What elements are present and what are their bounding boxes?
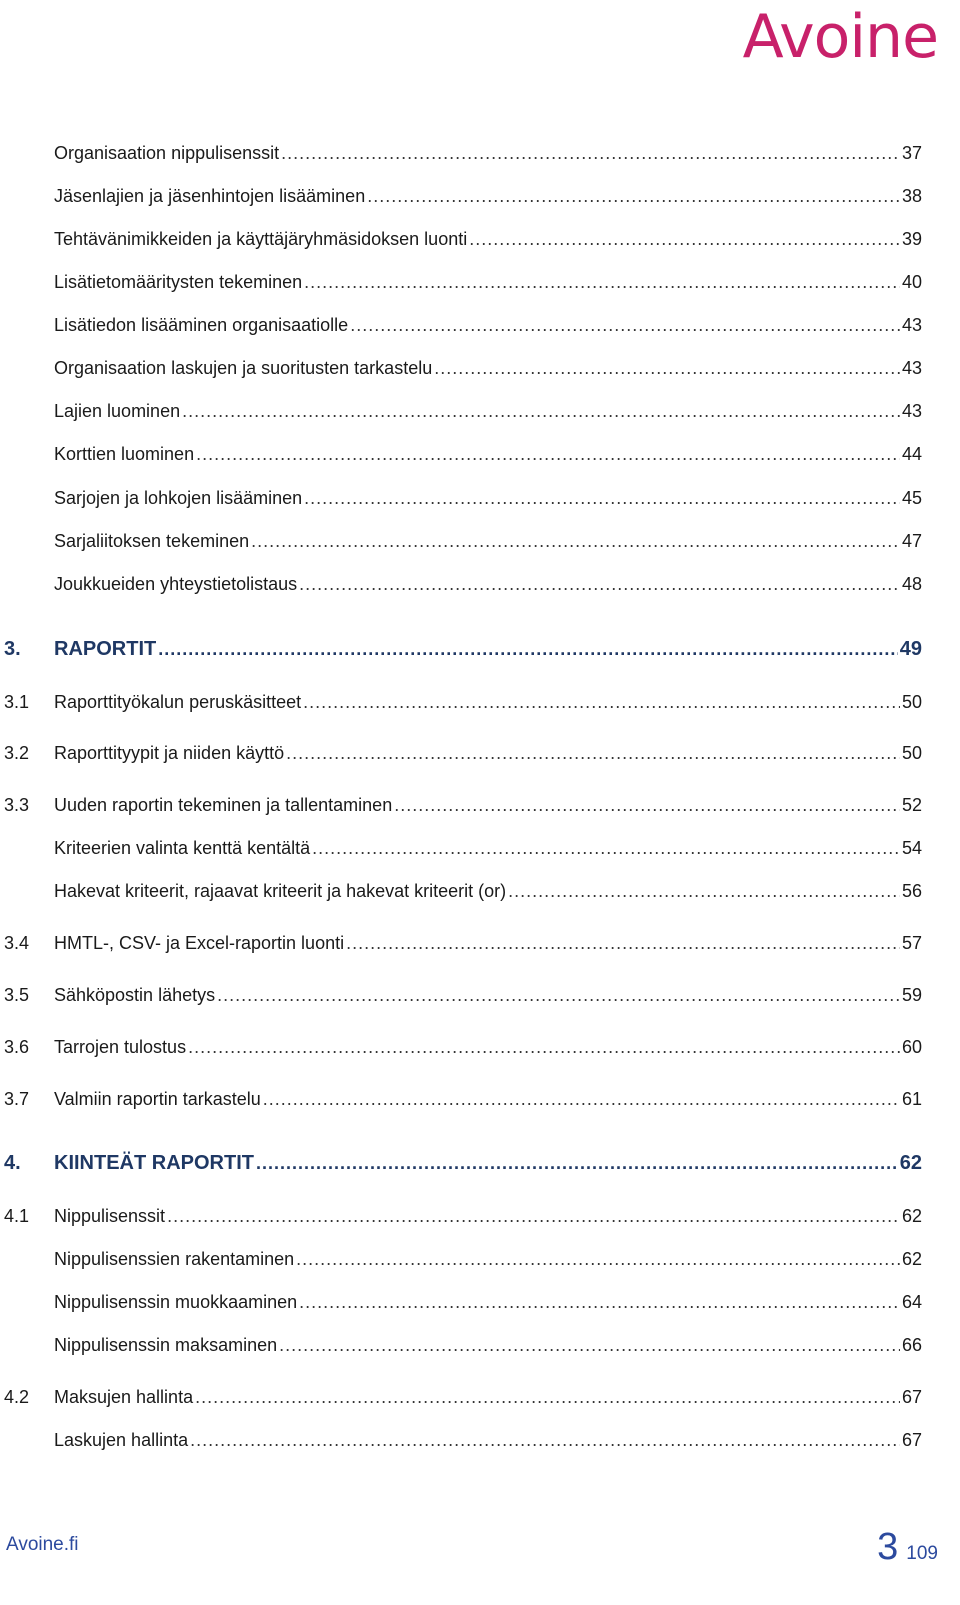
toc-label: HMTL-, CSV- ja Excel-raportin luonti bbox=[54, 933, 345, 953]
toc-leader bbox=[286, 740, 900, 766]
toc-label: Organisaation laskujen ja suoritusten tarkastelu bbox=[54, 358, 433, 378]
toc-entry[interactable] bbox=[0, 792, 946, 818]
toc-label: Maksujen hallinta bbox=[54, 1387, 194, 1407]
footer-site-link[interactable]: Avoine.fi bbox=[6, 1534, 79, 1555]
toc-label: KIINTEÄT RAPORTIT bbox=[54, 1152, 254, 1174]
toc-leader bbox=[188, 1034, 900, 1060]
toc-number: 3. bbox=[4, 638, 21, 660]
total-pages: 109 bbox=[906, 1543, 938, 1564]
toc-label: Raporttityypit ja niiden käyttö bbox=[54, 743, 285, 763]
toc-label: Joukkueiden yhteystietolistaus bbox=[54, 574, 298, 594]
toc-leader bbox=[346, 930, 900, 956]
toc-number: 3.3 bbox=[4, 795, 30, 815]
toc-leader bbox=[195, 1384, 900, 1410]
toc-entry[interactable] bbox=[0, 528, 946, 554]
toc-page: 40 bbox=[901, 272, 922, 292]
toc-page: 43 bbox=[901, 315, 922, 335]
toc-entry[interactable] bbox=[0, 312, 946, 338]
toc-number: 4. bbox=[4, 1152, 21, 1174]
toc-label: Nippulisenssit bbox=[54, 1206, 166, 1226]
toc-entry[interactable] bbox=[0, 1332, 946, 1358]
toc-number: 4.1 bbox=[4, 1206, 30, 1226]
toc-number: 3.4 bbox=[4, 933, 30, 953]
toc-leader bbox=[281, 140, 900, 166]
toc-page: 60 bbox=[901, 1037, 922, 1057]
toc-entry[interactable] bbox=[0, 140, 946, 166]
toc-label: Laskujen hallinta bbox=[54, 1430, 189, 1450]
toc-page: 56 bbox=[901, 881, 922, 901]
toc-page: 67 bbox=[901, 1430, 922, 1450]
toc-leader bbox=[303, 689, 900, 715]
toc-number: 3.5 bbox=[4, 985, 30, 1005]
avoine-logo: Avoine bbox=[742, 2, 938, 72]
toc-leader bbox=[469, 226, 900, 252]
toc-entry[interactable] bbox=[0, 1427, 946, 1453]
toc-entry[interactable] bbox=[0, 982, 946, 1008]
toc-page: 62 bbox=[899, 1152, 922, 1174]
toc-label: RAPORTIT bbox=[54, 638, 157, 660]
toc-leader bbox=[256, 1150, 898, 1176]
toc-page: 45 bbox=[901, 488, 922, 508]
toc-entry[interactable] bbox=[0, 485, 946, 511]
toc-number: 3.1 bbox=[4, 692, 30, 712]
toc-page: 64 bbox=[901, 1292, 922, 1312]
toc-entry[interactable] bbox=[0, 1086, 946, 1112]
toc-entry[interactable] bbox=[0, 269, 946, 295]
toc-leader bbox=[279, 1332, 900, 1358]
toc-label: Lisätietomääritysten tekeminen bbox=[54, 272, 303, 292]
toc-label: Valmiin raportin tarkastelu bbox=[54, 1089, 261, 1109]
toc-label: Sähköpostin lähetys bbox=[54, 985, 216, 1005]
toc-leader bbox=[299, 571, 900, 597]
toc-entry[interactable] bbox=[0, 1289, 946, 1315]
toc-page: 59 bbox=[901, 985, 922, 1005]
toc-entry[interactable] bbox=[0, 1384, 946, 1410]
toc-page: 47 bbox=[901, 531, 922, 551]
toc-label: Lajien luominen bbox=[54, 401, 181, 421]
page-number: 3 bbox=[877, 1526, 899, 1568]
toc-label: Raporttityökalun peruskäsitteet bbox=[54, 692, 302, 712]
toc-number: 3.2 bbox=[4, 743, 30, 763]
toc-label: Lisätiedon lisääminen organisaatiolle bbox=[54, 315, 349, 335]
toc-leader bbox=[182, 398, 900, 424]
toc-page: 38 bbox=[901, 186, 922, 206]
toc-chapter[interactable] bbox=[0, 1150, 946, 1176]
toc-page: 43 bbox=[901, 401, 922, 421]
toc-label: Tarrojen tulostus bbox=[54, 1037, 187, 1057]
toc-leader bbox=[251, 528, 900, 554]
toc-page: 48 bbox=[901, 574, 922, 594]
toc-number: 4.2 bbox=[4, 1387, 30, 1407]
toc-page: 44 bbox=[901, 444, 922, 464]
toc-number: 3.6 bbox=[4, 1037, 30, 1057]
toc-leader bbox=[350, 312, 900, 338]
toc-page: 52 bbox=[901, 795, 922, 815]
toc-label: Nippulisenssin maksaminen bbox=[54, 1335, 278, 1355]
toc-leader bbox=[296, 1246, 900, 1272]
toc-leader bbox=[167, 1203, 900, 1229]
toc-leader bbox=[304, 485, 900, 511]
toc-page: 62 bbox=[901, 1206, 922, 1226]
toc-leader bbox=[367, 183, 900, 209]
toc-page: 50 bbox=[901, 743, 922, 763]
toc-entry[interactable] bbox=[0, 1246, 946, 1272]
toc-number: 3.7 bbox=[4, 1089, 30, 1109]
toc-label: Korttien luominen bbox=[54, 444, 195, 464]
toc-label: Nippulisenssien rakentaminen bbox=[54, 1249, 295, 1269]
toc-label: Organisaation nippulisenssit bbox=[54, 143, 280, 163]
toc-entry[interactable] bbox=[0, 689, 946, 715]
toc-page: 39 bbox=[901, 229, 922, 249]
toc-label: Hakevat kriteerit, rajaavat kriteerit ja hakevat kriteerit (or) bbox=[54, 881, 507, 901]
toc-leader bbox=[263, 1086, 900, 1112]
toc-entry[interactable] bbox=[0, 398, 946, 424]
toc-entry[interactable] bbox=[0, 930, 946, 956]
toc-entry[interactable] bbox=[0, 441, 946, 467]
toc-entry[interactable] bbox=[0, 1034, 946, 1060]
toc-label: Uuden raportin tekeminen ja tallentaminen bbox=[54, 795, 393, 815]
toc-leader bbox=[394, 792, 900, 818]
toc-label: Tehtävänimikkeiden ja käyttäjäryhmäsidoksen luonti bbox=[54, 229, 468, 249]
toc-entry[interactable] bbox=[0, 835, 946, 861]
toc-entry[interactable] bbox=[0, 355, 946, 381]
toc-label: Sarjaliitoksen tekeminen bbox=[54, 531, 250, 551]
toc-page: 43 bbox=[901, 358, 922, 378]
toc-page: 49 bbox=[899, 638, 922, 660]
toc-page: 50 bbox=[901, 692, 922, 712]
toc-chapter[interactable] bbox=[0, 636, 946, 662]
toc-page: 61 bbox=[901, 1089, 922, 1109]
toc-leader bbox=[158, 636, 898, 662]
footer-page-indicator bbox=[877, 1526, 938, 1569]
toc-page: 37 bbox=[901, 143, 922, 163]
toc-entry[interactable] bbox=[0, 226, 946, 252]
toc-leader bbox=[434, 355, 900, 381]
toc-leader bbox=[217, 982, 900, 1008]
toc-page: 66 bbox=[901, 1335, 922, 1355]
toc-entry[interactable] bbox=[0, 878, 946, 904]
toc-page: 57 bbox=[901, 933, 922, 953]
toc-leader bbox=[312, 835, 900, 861]
toc-label: Kriteerien valinta kenttä kentältä bbox=[54, 838, 311, 858]
toc-leader bbox=[190, 1427, 900, 1453]
toc-entry[interactable] bbox=[0, 183, 946, 209]
toc-leader bbox=[299, 1289, 900, 1315]
toc-label: Nippulisenssin muokkaaminen bbox=[54, 1292, 298, 1312]
toc-leader bbox=[196, 441, 900, 467]
toc-leader bbox=[304, 269, 900, 295]
toc-entry[interactable] bbox=[0, 571, 946, 597]
toc-label: Sarjojen ja lohkojen lisääminen bbox=[54, 488, 303, 508]
toc-entry[interactable] bbox=[0, 1203, 946, 1229]
toc-page: 62 bbox=[901, 1249, 922, 1269]
toc-leader bbox=[508, 878, 900, 904]
toc-page: 54 bbox=[901, 838, 922, 858]
toc-label: Jäsenlajien ja jäsenhintojen lisääminen bbox=[54, 186, 366, 206]
toc-entry[interactable] bbox=[0, 740, 946, 766]
toc-page: 67 bbox=[901, 1387, 922, 1407]
